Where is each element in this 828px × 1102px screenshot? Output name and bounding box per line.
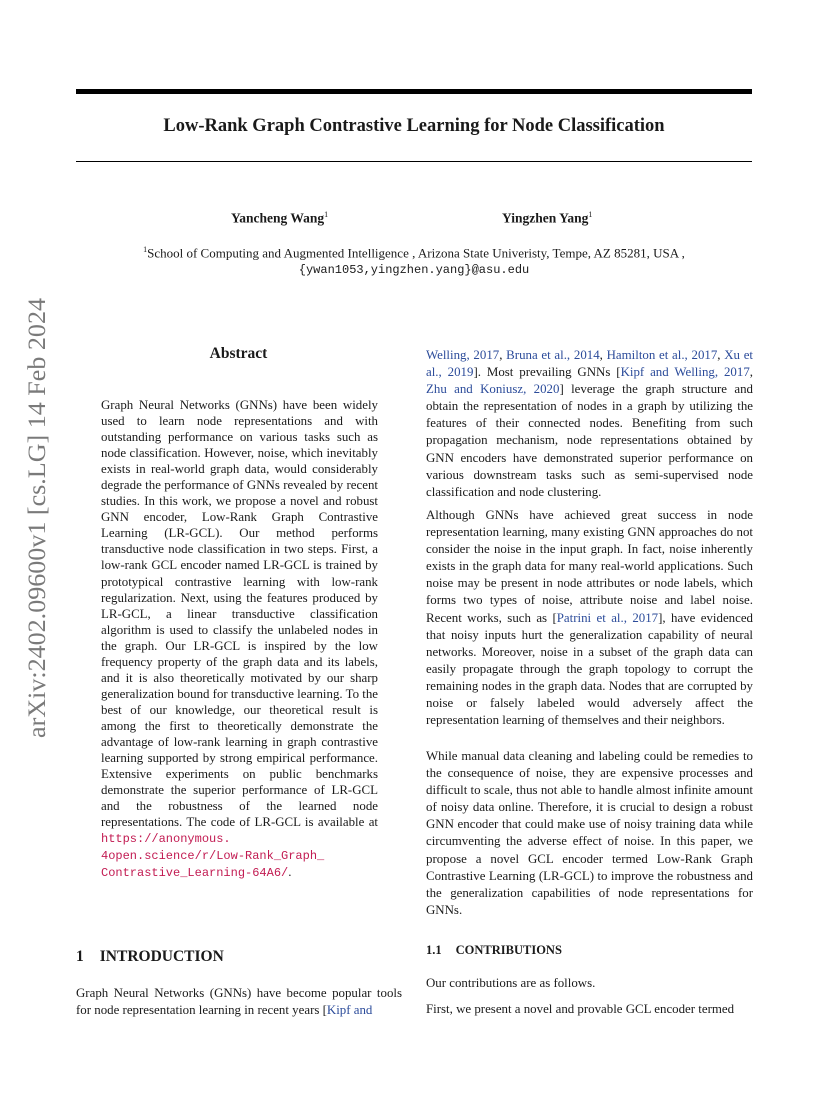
introduction-heading: 1 INTRODUCTION <box>76 948 224 965</box>
contributions-heading: 1.1 CONTRIBUTIONS <box>426 943 562 957</box>
citation-link[interactable]: Kipf and <box>326 1003 373 1017</box>
arxiv-stamp <box>24 298 51 738</box>
citation-link[interactable]: Xu et al., 2019 <box>426 348 754 380</box>
title-top-rule <box>76 89 752 94</box>
author-1: Yancheng Wang$^1$ <box>231 210 329 226</box>
intro-paragraph-3: While manual data cleaning and labeling could be remedies to the consequence of noise, they are expensive processes and difficult to scale, thus not able to handle almost infinite amount of noisy data online. Therefore, it is crucial to design a robust GNN encoder that could make use of noisy training data while circumventing the adverse effect of noise. In this paper, we propose a novel GCL encoder termed Low-Rank Graph Contrastive Learning (LR-GCL) to improve the robustness and the generalization capabilities of node representations for GNNs. <box>426 749 753 917</box>
citation-link[interactable]: Bruna et al., 2014 <box>506 348 600 362</box>
citation-link[interactable]: Kipf and Welling, 2017 <box>620 365 750 380</box>
intro-paragraph-1-continued: Welling, 2017, Bruna et al., 2014, Hamilton et al., 2017, Xu et al., 2019]. Most prevailing GNNs [Kipf and Welling, 2017, Zhu and Koniusz, 2020] leverage the graph structure and obtain the representation of nodes in a graph by utilizing the features of their connected nodes. Benefiting from such propagation mechanism, node representations obtained by GNN encoders have demonstrated superior performance on various downstream tasks such as semi-supervised node classification and node clustering. <box>426 348 754 499</box>
intro-paragraph-2: Although GNNs have achieved great success in node representation learning, many existing GNN approaches do not consider the noise in the input graph. In fact, noise inherently exists in the graph data for many real-world applications. Such noise may be present in node attributes or node labels, which forms two types of noise, attribute noise and label noise. Recent works, such as [Patrini et al., 2017], have evidenced that noisy inputs hurt the generalization capability of neural networks. Moreover, noise in a subset of the graph data can easily propagate through the graph topology to corrupt the remaining nodes in the graph data. Nodes that are corrupted by noise or falsely labeled would adversely affect the representation learning of themselves and their neighbors. <box>426 508 754 728</box>
citation-link[interactable]: Patrini et al., 2017 <box>556 610 659 625</box>
abstract-heading: Abstract <box>209 345 268 362</box>
title-bottom-rule <box>76 161 752 162</box>
citation-link[interactable]: Hamilton et al., 2017 <box>606 348 718 362</box>
contributions-intro: Our contributions are as follows. <box>426 976 596 990</box>
citation-link[interactable]: Welling, 2017 <box>426 348 500 362</box>
contributions-first: First, we present a novel and provable GCL encoder termed <box>426 1002 735 1016</box>
citation-link[interactable]: Zhu and Koniusz, 2020 <box>426 382 560 397</box>
code-url-link[interactable]: https://anonymous. 4open.science/r/Low-Rank_Graph_ Contrastive_Learning-64A6/ <box>101 832 325 881</box>
introduction-paragraph: Graph Neural Networks (GNNs) have become popular tools for node representation learning in recent years [Kipf and <box>76 986 402 1017</box>
author-2: Yingzhen Yang$^1$ <box>502 210 593 226</box>
author-emails: {ywan1053,yingzhen.yang}@asu.edu <box>298 263 530 277</box>
affiliation: $^1$School of Computing and Augmented Intelligence , Arizona State Univeristy, Tempe, AZ 85281, USA , <box>143 245 685 261</box>
paper-title: Low-Rank Graph Contrastive Learning for Node Classification <box>163 116 665 136</box>
arxiv-stamp-text: arXiv:2402.09600v1 [cs.LG] 14 Feb 2024 <box>24 315 51 738</box>
abstract-text: Graph Neural Networks (GNNs) have been widely used to learn node representations and with outstanding performance on various tasks such as node classification. However, noise, which inevitably exists in real-world graph data, would considerably degrade the performance of GNNs revealed by recent studies. In this work, we propose a novel and robust GNN encoder, Low-Rank Graph Contrastive Learning (LR-GCL). Our method performs transductive node classification in two steps. First, a low-rank GCL encoder named LR-GCL is trained by prototypical contrastive learning with low-rank regularization. Next, using the features produced by LR-GCL, a linear transductive classification algorithm is used to classify the unlabeled nodes in the graph. Our LR-GCL is inspired by the low frequency property of the graph data and its labels, and it is also theoretically motivated by our sharp generalization bound for transductive learning. To the best of our knowledge, our theoretical result is among the first to theoretically demonstrate the advantage of low-rank learning in graph contrastive learning supported by strong empirical performance. Extensive experiments on public benchmarks demonstrate the superior performance of LR-GCL and the robustness of the learned node representations. The code of LR-GCL is available at https://anonymous. 4open.science/r/Low-Rank_Graph_ Contrastive_Learning-64A6/. <box>101 398 378 881</box>
